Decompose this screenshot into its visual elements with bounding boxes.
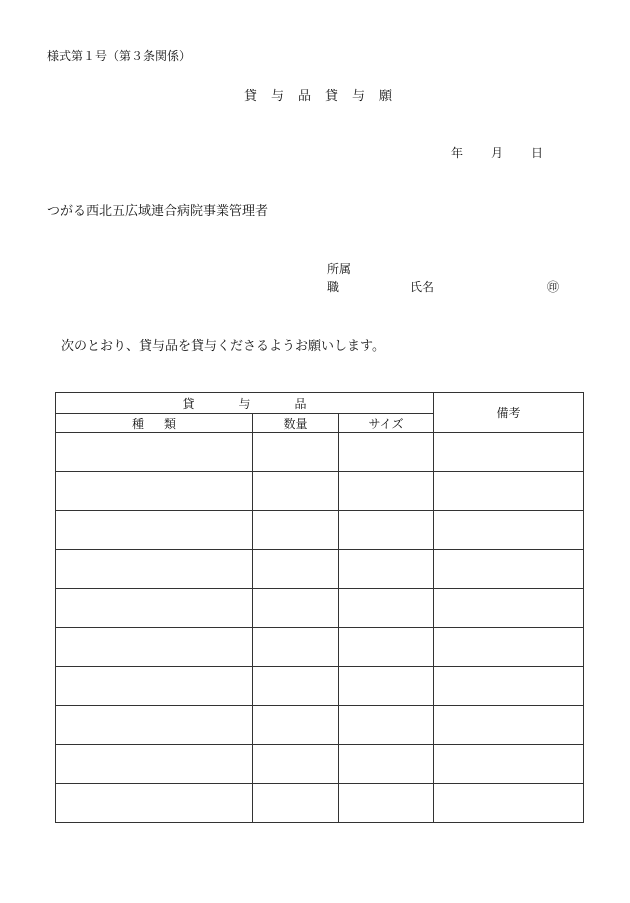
table-row: [56, 706, 584, 745]
document-title: 貸与品貸与願: [244, 89, 407, 104]
table-row: [56, 472, 584, 511]
addressee: つがる西北五広域連合病院事業管理者: [47, 204, 269, 219]
type-cell[interactable]: [56, 706, 253, 745]
position-label: 職: [327, 280, 340, 294]
remarks-header: 備考: [434, 393, 584, 433]
quantity-cell[interactable]: [253, 433, 339, 472]
date-day-label: 日: [531, 146, 544, 160]
type-cell[interactable]: [56, 472, 253, 511]
type-cell[interactable]: [56, 550, 253, 589]
table-row: [56, 550, 584, 589]
table-row: [56, 589, 584, 628]
type-cell[interactable]: [56, 628, 253, 667]
remarks-cell[interactable]: [434, 472, 584, 511]
type-cell[interactable]: [56, 589, 253, 628]
quantity-cell[interactable]: [253, 784, 339, 823]
date-year-label: 年: [451, 146, 464, 160]
size-cell[interactable]: [339, 745, 434, 784]
seal-mark: ㊞: [547, 280, 560, 294]
remarks-cell[interactable]: [434, 667, 584, 706]
table-row: [56, 511, 584, 550]
table-row: [56, 667, 584, 706]
type-header: 種類: [56, 414, 253, 433]
table-row: [56, 628, 584, 667]
table-row: [56, 745, 584, 784]
form-number: 様式第１号（第３条関係）: [47, 49, 192, 63]
quantity-cell[interactable]: [253, 667, 339, 706]
size-header: サイズ: [339, 414, 434, 433]
remarks-cell[interactable]: [434, 511, 584, 550]
quantity-cell[interactable]: [253, 472, 339, 511]
request-text: 次のとおり、貸与品を貸与くださるようお願いします。: [61, 339, 385, 354]
size-cell[interactable]: [339, 433, 434, 472]
type-cell[interactable]: [56, 511, 253, 550]
remarks-cell[interactable]: [434, 745, 584, 784]
size-cell[interactable]: [339, 628, 434, 667]
type-cell[interactable]: [56, 667, 253, 706]
type-cell[interactable]: [56, 784, 253, 823]
quantity-header: 数量: [253, 414, 339, 433]
type-cell[interactable]: [56, 433, 253, 472]
quantity-cell[interactable]: [253, 745, 339, 784]
remarks-cell[interactable]: [434, 628, 584, 667]
type-cell[interactable]: [56, 745, 253, 784]
affiliation-label: 所属: [327, 262, 352, 276]
remarks-cell[interactable]: [434, 784, 584, 823]
size-cell[interactable]: [339, 472, 434, 511]
quantity-cell[interactable]: [253, 550, 339, 589]
loan-items-table: [55, 392, 584, 823]
quantity-cell[interactable]: [253, 628, 339, 667]
size-cell[interactable]: [339, 511, 434, 550]
remarks-cell[interactable]: [434, 550, 584, 589]
size-cell[interactable]: [339, 589, 434, 628]
quantity-cell[interactable]: [253, 511, 339, 550]
table-row: [56, 784, 584, 823]
quantity-cell[interactable]: [253, 706, 339, 745]
size-cell[interactable]: [339, 550, 434, 589]
remarks-cell[interactable]: [434, 706, 584, 745]
name-label: 氏名: [410, 280, 435, 294]
table-row: [56, 433, 584, 472]
size-cell[interactable]: [339, 706, 434, 745]
size-cell[interactable]: [339, 784, 434, 823]
loan-items-group-header: 貸与品: [56, 393, 434, 414]
date-month-label: 月: [491, 146, 504, 160]
remarks-cell[interactable]: [434, 589, 584, 628]
quantity-cell[interactable]: [253, 589, 339, 628]
remarks-cell[interactable]: [434, 433, 584, 472]
size-cell[interactable]: [339, 667, 434, 706]
